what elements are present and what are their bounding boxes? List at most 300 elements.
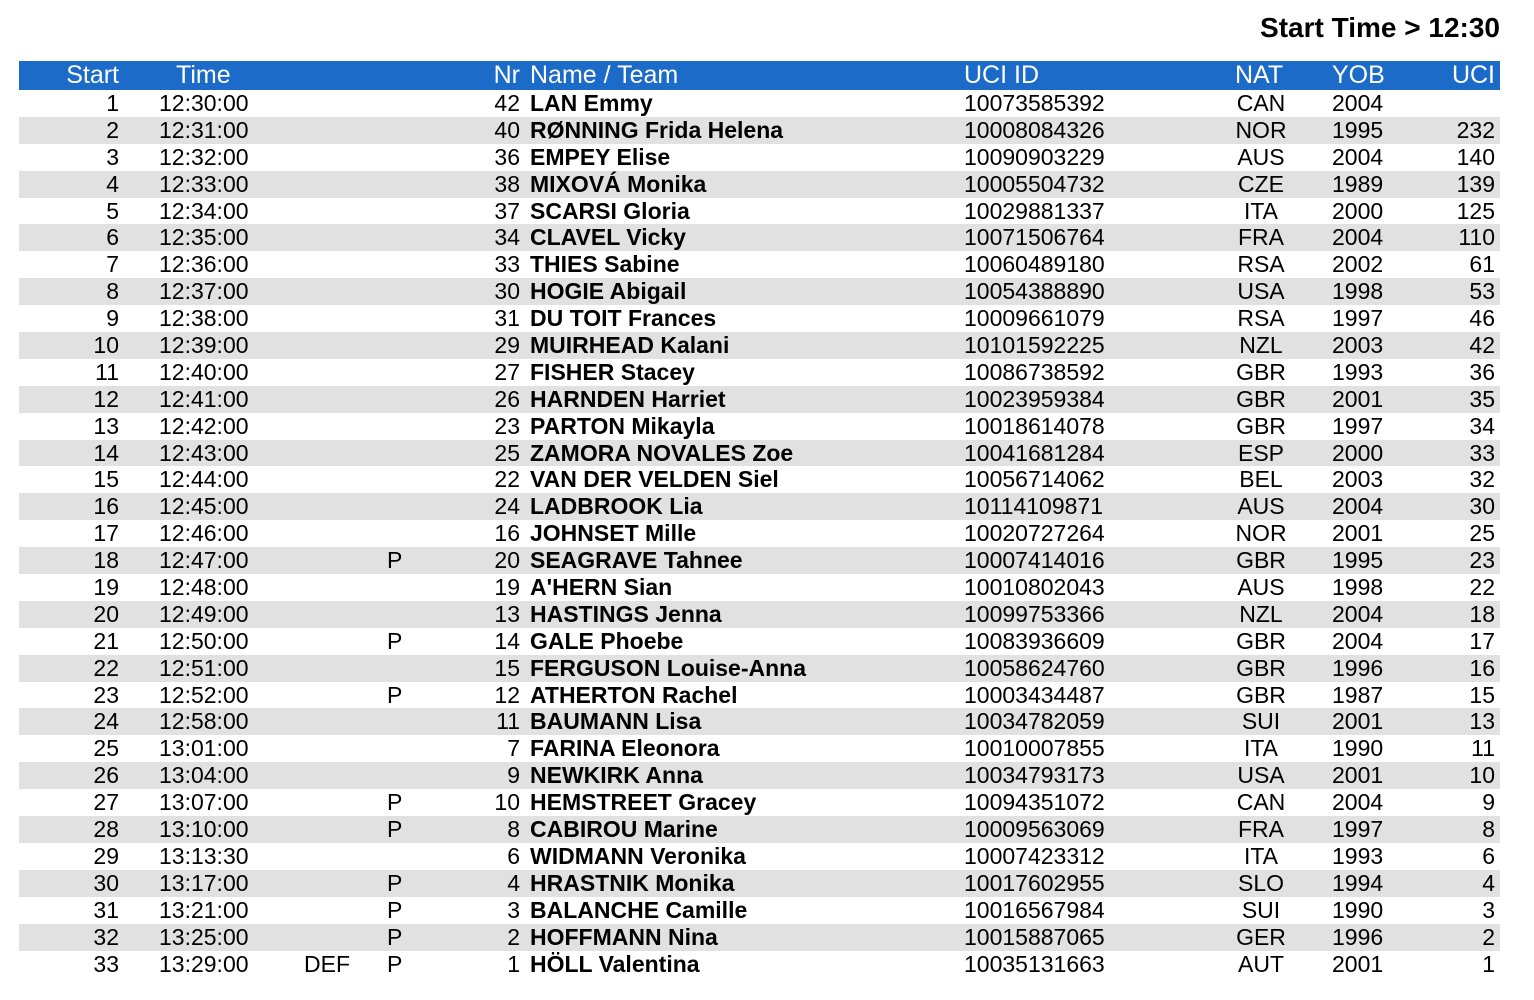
- cell-uci: 10: [1469, 762, 1495, 789]
- cell-uci-id: 10056714062: [964, 466, 1105, 493]
- table-row: [19, 924, 1500, 951]
- table-row: [19, 762, 1500, 789]
- cell-time: 13:13:30: [159, 842, 249, 869]
- cell-time: 13:17:00: [159, 869, 249, 896]
- cell-uci-id: 10023959384: [964, 385, 1105, 412]
- cell-time: 12:30:00: [159, 90, 249, 116]
- table-row: [19, 897, 1500, 924]
- cell-nr: 3: [507, 896, 520, 923]
- cell-time: 12:58:00: [159, 708, 249, 735]
- cell-nat: CZE: [1238, 170, 1284, 197]
- cell-start: 7: [106, 251, 119, 278]
- cell-time: 12:48:00: [159, 574, 249, 601]
- table-row: [19, 144, 1500, 171]
- cell-p: P: [387, 896, 403, 923]
- cell-nat: GBR: [1236, 627, 1286, 654]
- cell-yob: 2004: [1332, 627, 1384, 654]
- cell-nat: NOR: [1235, 116, 1287, 143]
- table-row: [19, 466, 1500, 493]
- cell-uci: 15: [1469, 681, 1495, 708]
- table-row: [19, 171, 1500, 198]
- cell-start: 8: [106, 278, 119, 305]
- cell-uci: 11: [1471, 735, 1495, 762]
- cell-time: 12:32:00: [159, 143, 249, 170]
- cell-nr: 10: [494, 789, 520, 816]
- cell-p: P: [387, 681, 403, 708]
- cell-nat: AUT: [1238, 950, 1284, 977]
- cell-uci-id: 10016567984: [964, 896, 1105, 923]
- cell-start: 24: [93, 708, 119, 735]
- cell-yob: 2002: [1332, 251, 1384, 278]
- header-yob: YOB: [1332, 61, 1385, 89]
- cell-nat: USA: [1237, 278, 1285, 305]
- cell-yob: 2001: [1332, 762, 1384, 789]
- cell-nr: 25: [494, 439, 520, 466]
- table-row: [19, 198, 1500, 225]
- cell-nr: 4: [507, 869, 520, 896]
- cell-start: 22: [93, 654, 119, 681]
- cell-start: 2: [106, 116, 119, 143]
- cell-nr: 16: [494, 520, 520, 547]
- cell-nr: 15: [494, 654, 520, 681]
- cell-yob: 1994: [1332, 869, 1384, 896]
- cell-uci-id: 10003434487: [964, 681, 1105, 708]
- cell-nr: 24: [494, 493, 520, 520]
- cell-uci-id: 10015887065: [964, 923, 1105, 950]
- cell-name: HASTINGS Jenna: [530, 600, 722, 627]
- cell-start: 20: [93, 600, 119, 627]
- cell-name: VAN DER VELDEN Siel: [530, 466, 779, 493]
- cell-uci: 18: [1469, 600, 1495, 627]
- cell-start: 26: [93, 762, 119, 789]
- cell-time: 12:49:00: [159, 600, 249, 627]
- cell-uci-id: 10018614078: [964, 412, 1105, 439]
- cell-uci-id: 10114109871: [964, 493, 1103, 520]
- table-row: [19, 251, 1500, 278]
- cell-yob: 2003: [1332, 332, 1384, 359]
- cell-name: EMPEY Elise: [530, 143, 671, 170]
- cell-nr: 19: [494, 574, 520, 601]
- cell-uci-id: 10009661079: [964, 305, 1105, 332]
- cell-name: FERGUSON Louise-Anna: [530, 654, 807, 681]
- cell-uci-id: 10020727264: [964, 520, 1105, 547]
- cell-time: 13:25:00: [159, 923, 249, 950]
- cell-nr: 12: [494, 681, 520, 708]
- cell-nr: 2: [507, 923, 520, 950]
- cell-start: 17: [93, 520, 119, 547]
- cell-uci: 16: [1469, 654, 1495, 681]
- cell-nr: 1: [507, 950, 520, 977]
- cell-yob: 2000: [1332, 197, 1384, 224]
- cell-start: 11: [95, 358, 119, 385]
- cell-nat: ITA: [1243, 842, 1279, 869]
- cell-nat: GBR: [1236, 385, 1286, 412]
- table-row: [19, 735, 1500, 762]
- cell-uci: 232: [1456, 116, 1495, 143]
- cell-start: 32: [93, 923, 119, 950]
- cell-nat: GBR: [1236, 358, 1286, 385]
- table-row: [19, 493, 1500, 520]
- cell-start: 18: [93, 547, 119, 574]
- cell-nr: 31: [494, 305, 520, 332]
- cell-yob: 1996: [1332, 923, 1384, 950]
- table-row: [19, 870, 1500, 897]
- cell-uci-id: 10060489180: [964, 251, 1105, 278]
- cell-uci: 33: [1469, 439, 1495, 466]
- cell-time: 12:44:00: [159, 466, 249, 493]
- cell-name: THIES Sabine: [530, 251, 680, 278]
- cell-nat: SUI: [1241, 896, 1281, 923]
- cell-start: 33: [93, 950, 119, 977]
- cell-yob: 1997: [1332, 816, 1384, 843]
- cell-name: FISHER Stacey: [530, 358, 695, 385]
- cell-uci-id: 10034782059: [964, 708, 1105, 735]
- cell-start: 9: [106, 305, 119, 332]
- cell-nat: SUI: [1241, 708, 1281, 735]
- cell-start: 29: [93, 842, 119, 869]
- cell-name: HOFFMANN Nina: [530, 923, 718, 950]
- cell-name: NEWKIRK Anna: [530, 762, 703, 789]
- header-nat: NAT: [1235, 61, 1284, 89]
- cell-name: DU TOIT Frances: [530, 305, 717, 332]
- cell-yob: 1995: [1332, 116, 1384, 143]
- cell-uci-id: 10017602955: [964, 869, 1105, 896]
- cell-start: 19: [93, 574, 119, 601]
- header-nr: Nr: [493, 61, 520, 89]
- table-row: [19, 547, 1500, 574]
- cell-start: 14: [93, 439, 119, 466]
- start-list-table: [19, 61, 1500, 977]
- cell-time: 12:46:00: [159, 520, 249, 547]
- table-row: [19, 440, 1500, 467]
- cell-uci: 1: [1482, 950, 1495, 977]
- cell-uci-id: 10058624760: [964, 654, 1105, 681]
- header-start: Start: [66, 61, 119, 89]
- cell-yob: 1987: [1332, 681, 1384, 708]
- cell-nat: ESP: [1237, 439, 1285, 466]
- cell-yob: 1997: [1332, 412, 1384, 439]
- cell-nr: 40: [494, 116, 520, 143]
- cell-nr: 37: [494, 197, 520, 224]
- cell-yob: 1998: [1332, 574, 1384, 601]
- cell-uci: 42: [1469, 332, 1495, 359]
- cell-name: CLAVEL Vicky: [530, 224, 686, 251]
- cell-nat: AUS: [1237, 574, 1285, 601]
- cell-nat: NZL: [1239, 332, 1283, 359]
- cell-uci: 35: [1469, 385, 1495, 412]
- table-row: [19, 386, 1500, 413]
- cell-yob: 1990: [1332, 896, 1384, 923]
- table-row: [19, 224, 1500, 251]
- cell-start: 3: [106, 143, 119, 170]
- table-row: [19, 520, 1500, 547]
- cell-time: 13:29:00: [159, 950, 249, 977]
- cell-nr: 11: [496, 708, 520, 735]
- cell-p: P: [387, 789, 403, 816]
- cell-name: HÖLL Valentina: [530, 950, 700, 977]
- cell-uci: 32: [1469, 466, 1495, 493]
- cell-name: LAN Emmy: [530, 90, 653, 116]
- header-uci: UCI: [1451, 61, 1495, 89]
- cell-uci-id: 10008084326: [964, 116, 1105, 143]
- cell-name: BALANCHE Camille: [530, 896, 748, 923]
- cell-start: 16: [93, 493, 119, 520]
- cell-time: 12:40:00: [159, 358, 249, 385]
- cell-uci-id: 10083936609: [964, 627, 1105, 654]
- cell-uci: 17: [1469, 627, 1495, 654]
- cell-yob: 1995: [1332, 547, 1384, 574]
- cell-start: 10: [93, 332, 119, 359]
- cell-nr: 29: [494, 332, 520, 359]
- cell-uci-id: 10090903229: [964, 143, 1105, 170]
- cell-nat: GBR: [1236, 547, 1286, 574]
- cell-name: PARTON Mikayla: [530, 412, 715, 439]
- table-row: [19, 951, 1500, 978]
- cell-start: 4: [106, 170, 119, 197]
- cell-name: A'HERN Sian: [530, 574, 673, 601]
- cell-nat: BEL: [1239, 466, 1283, 493]
- cell-time: 12:31:00: [159, 116, 249, 143]
- cell-name: FARINA Eleonora: [530, 735, 720, 762]
- header-time: Time: [176, 61, 231, 89]
- cell-p: P: [387, 627, 403, 654]
- cell-uci: 22: [1469, 574, 1495, 601]
- cell-uci: 13: [1469, 708, 1495, 735]
- cell-yob: 2001: [1332, 385, 1384, 412]
- cell-nr: 20: [494, 547, 520, 574]
- cell-nr: 13: [494, 600, 520, 627]
- cell-nat: RSA: [1237, 305, 1285, 332]
- table-row: [19, 90, 1500, 117]
- cell-name: RØNNING Frida Helena: [530, 116, 784, 143]
- cell-yob: 1993: [1332, 358, 1384, 385]
- table-row: [19, 359, 1500, 386]
- cell-nat: ITA: [1243, 735, 1279, 762]
- cell-start: 13: [93, 412, 119, 439]
- cell-def: DEF: [304, 950, 350, 977]
- cell-uci: 61: [1469, 251, 1495, 278]
- cell-uci: 139: [1456, 170, 1495, 197]
- cell-start: 27: [93, 789, 119, 816]
- table-row: [19, 655, 1500, 682]
- cell-uci: 46: [1469, 305, 1495, 332]
- cell-uci-id: 10041681284: [964, 439, 1105, 466]
- table-row: [19, 601, 1500, 628]
- cell-name: SCARSI Gloria: [530, 197, 690, 224]
- cell-time: 13:10:00: [159, 816, 249, 843]
- cell-time: 12:47:00: [159, 547, 249, 574]
- cell-start: 31: [93, 896, 119, 923]
- cell-uci-id: 10029881337: [964, 197, 1105, 224]
- cell-name: JOHNSET Mille: [530, 520, 697, 547]
- cell-time: 12:50:00: [159, 627, 249, 654]
- cell-name: CABIROU Marine: [530, 816, 718, 843]
- cell-uci-id: 10071506764: [964, 224, 1105, 251]
- cell-nat: AUS: [1237, 143, 1285, 170]
- cell-nr: 26: [494, 385, 520, 412]
- table-header: [19, 61, 1500, 90]
- cell-yob: 2004: [1332, 789, 1384, 816]
- cell-yob: 1990: [1332, 735, 1384, 762]
- table-row: [19, 628, 1500, 655]
- cell-nat: GER: [1236, 923, 1286, 950]
- cell-p: P: [387, 869, 403, 896]
- cell-uci-id: 10035131663: [964, 950, 1105, 977]
- cell-time: 12:35:00: [159, 224, 249, 251]
- cell-nr: 38: [494, 170, 520, 197]
- table-row: [19, 117, 1500, 144]
- cell-time: 12:42:00: [159, 412, 249, 439]
- header-name-team: Name / Team: [530, 61, 679, 89]
- cell-time: 12:51:00: [159, 654, 249, 681]
- table-row: [19, 816, 1500, 843]
- cell-nr: 14: [494, 627, 520, 654]
- cell-nat: AUS: [1237, 493, 1285, 520]
- cell-yob: 2004: [1332, 224, 1384, 251]
- cell-nr: 8: [507, 816, 520, 843]
- cell-uci: 140: [1456, 143, 1495, 170]
- cell-name: GALE Phoebe: [530, 627, 684, 654]
- cell-nr: 27: [494, 358, 520, 385]
- cell-start: 1: [106, 90, 119, 116]
- cell-nat: SLO: [1237, 869, 1285, 896]
- cell-time: 13:07:00: [159, 789, 249, 816]
- cell-nr: 23: [494, 412, 520, 439]
- cell-nat: FRA: [1238, 816, 1284, 843]
- table-row: [19, 413, 1500, 440]
- cell-uci-id: 10009563069: [964, 816, 1105, 843]
- cell-nat: GBR: [1236, 654, 1286, 681]
- cell-uci: 3: [1482, 896, 1495, 923]
- cell-uci-id: 10054388890: [964, 278, 1105, 305]
- cell-start: 23: [93, 681, 119, 708]
- cell-name: MIXOVÁ Monika: [530, 170, 707, 197]
- cell-p: P: [387, 547, 403, 574]
- cell-uci: 9: [1482, 789, 1495, 816]
- cell-name: LADBROOK Lia: [530, 493, 703, 520]
- cell-name: BAUMANN Lisa: [530, 708, 702, 735]
- cell-time: 12:52:00: [159, 681, 249, 708]
- cell-uci: 23: [1469, 547, 1495, 574]
- cell-name: WIDMANN Veronika: [530, 842, 746, 869]
- cell-time: 13:21:00: [159, 896, 249, 923]
- cell-uci-id: 10005504732: [964, 170, 1105, 197]
- cell-name: ZAMORA NOVALES Zoe: [530, 439, 794, 466]
- cell-nr: 33: [494, 251, 520, 278]
- cell-start: 12: [93, 385, 119, 412]
- cell-start: 21: [93, 627, 119, 654]
- cell-nat: USA: [1237, 762, 1285, 789]
- cell-p: P: [387, 923, 403, 950]
- header-uci-id: UCI ID: [964, 61, 1039, 89]
- cell-yob: 1997: [1332, 305, 1384, 332]
- table-row: [19, 843, 1500, 870]
- cell-nr: 42: [494, 90, 520, 116]
- cell-uci: 4: [1482, 869, 1495, 896]
- cell-yob: 2003: [1332, 466, 1384, 493]
- cell-uci-id: 10073585392: [964, 90, 1105, 116]
- cell-yob: 2004: [1332, 90, 1384, 116]
- cell-p: P: [387, 950, 403, 977]
- table-body: [19, 90, 1500, 977]
- cell-name: HARNDEN Harriet: [530, 385, 726, 412]
- cell-uci-id: 10099753366: [964, 600, 1105, 627]
- cell-nat: NOR: [1235, 520, 1287, 547]
- cell-yob: 1993: [1332, 842, 1384, 869]
- cell-nat: CAN: [1236, 90, 1286, 116]
- cell-time: 12:45:00: [159, 493, 249, 520]
- cell-uci-id: 10101592225: [964, 332, 1105, 359]
- cell-start: 5: [106, 197, 119, 224]
- cell-uci: 53: [1469, 278, 1495, 305]
- cell-yob: 1996: [1332, 654, 1384, 681]
- cell-yob: 2004: [1332, 600, 1384, 627]
- cell-name: SEAGRAVE Tahnee: [530, 547, 743, 574]
- table-row: [19, 682, 1500, 709]
- cell-nr: 36: [494, 143, 520, 170]
- cell-nat: RSA: [1237, 251, 1285, 278]
- cell-p: P: [387, 816, 403, 843]
- cell-yob: 1989: [1332, 170, 1384, 197]
- cell-start: 30: [93, 869, 119, 896]
- cell-yob: 2000: [1332, 439, 1384, 466]
- cell-name: ATHERTON Rachel: [530, 681, 738, 708]
- cell-uci: 110: [1458, 224, 1495, 251]
- cell-time: 12:36:00: [159, 251, 249, 278]
- cell-start: 28: [93, 816, 119, 843]
- table-row: [19, 278, 1500, 305]
- cell-time: 12:43:00: [159, 439, 249, 466]
- cell-time: 12:34:00: [159, 197, 249, 224]
- cell-uci-id: 10086738592: [964, 358, 1105, 385]
- cell-time: 12:39:00: [159, 332, 249, 359]
- cell-nat: ITA: [1243, 197, 1279, 224]
- cell-yob: 1998: [1332, 278, 1384, 305]
- table-row: [19, 708, 1500, 735]
- cell-uci-id: 10007423312: [964, 842, 1105, 869]
- cell-nr: 30: [494, 278, 520, 305]
- cell-uci-id: 10007414016: [964, 547, 1105, 574]
- cell-yob: 2001: [1332, 950, 1384, 977]
- cell-nr: 9: [507, 762, 520, 789]
- cell-nat: GBR: [1236, 412, 1286, 439]
- cell-nat: CAN: [1236, 789, 1286, 816]
- cell-start: 15: [93, 466, 119, 493]
- cell-yob: 2004: [1332, 143, 1384, 170]
- cell-nr: 6: [507, 842, 520, 869]
- cell-time: 12:38:00: [159, 305, 249, 332]
- cell-uci-id: 10010007855: [964, 735, 1105, 762]
- cell-uci-id: 10034793173: [964, 762, 1105, 789]
- cell-yob: 2004: [1332, 493, 1384, 520]
- cell-uci: 2: [1482, 923, 1495, 950]
- cell-time: 13:04:00: [159, 762, 249, 789]
- cell-uci: 6: [1482, 842, 1495, 869]
- table-row: [19, 305, 1500, 332]
- cell-start: 6: [106, 224, 119, 251]
- cell-nat: GBR: [1236, 681, 1286, 708]
- cell-nr: 7: [507, 735, 520, 762]
- cell-yob: 2001: [1332, 520, 1384, 547]
- cell-uci: 125: [1456, 197, 1495, 224]
- start-time-label: Start Time > 12:30: [1260, 12, 1500, 43]
- cell-name: HRASTNIK Monika: [530, 869, 735, 896]
- cell-time: 12:41:00: [159, 385, 249, 412]
- cell-uci: 34: [1469, 412, 1495, 439]
- cell-nat: FRA: [1238, 224, 1284, 251]
- cell-start: 25: [93, 735, 119, 762]
- cell-nat: NZL: [1239, 600, 1283, 627]
